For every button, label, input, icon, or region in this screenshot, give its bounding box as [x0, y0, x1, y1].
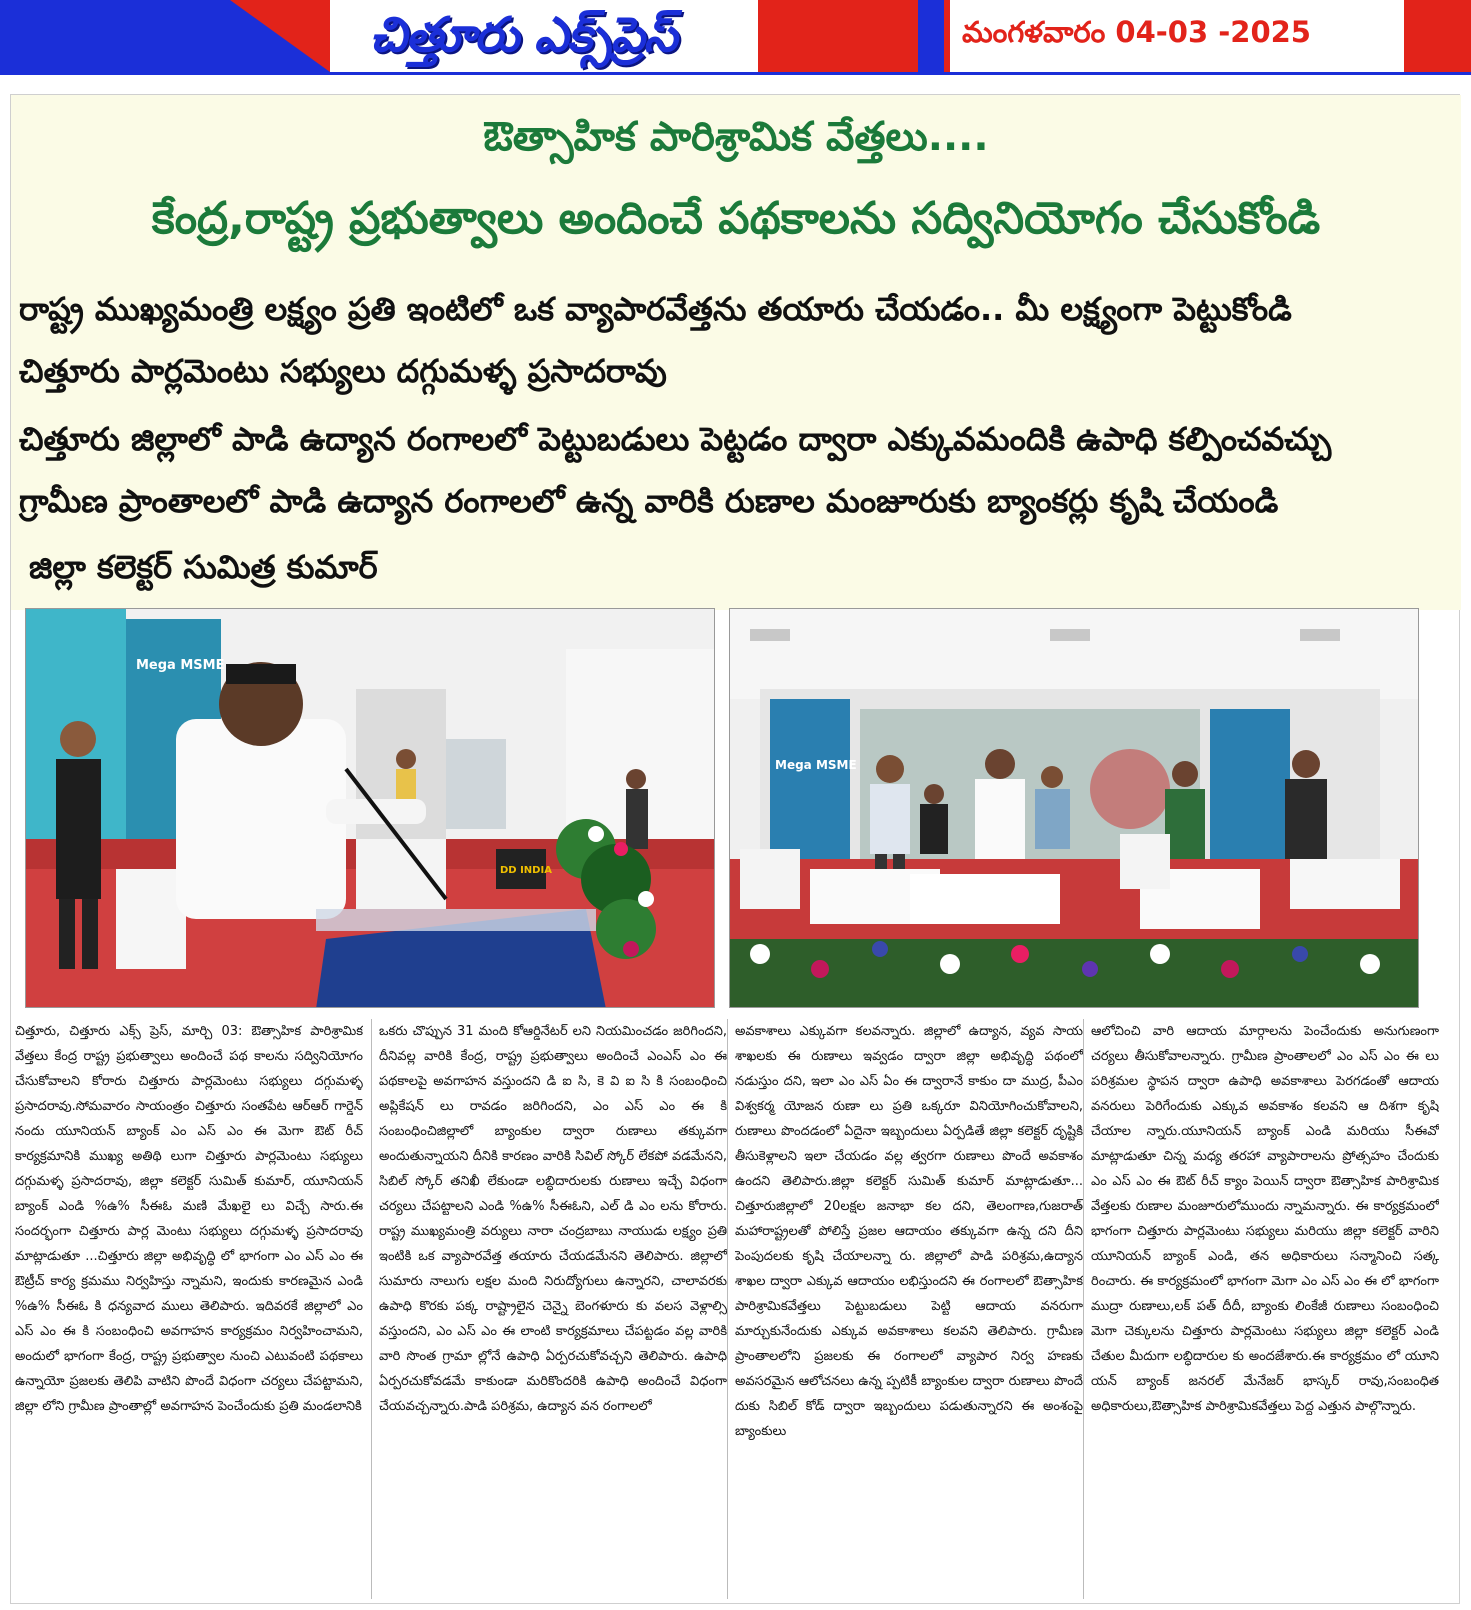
masthead-red-block: [758, 0, 918, 72]
photo-stage-illustration: [730, 609, 1419, 1008]
main-headline: కేంద్ర,రాష్ట్ర ప్రభుత్వాలు అందించే పథకాలను సద్వినియోగం చేసుకోండి: [151, 193, 1321, 244]
subheadline: చిత్తూరు జిల్లాలో పాడి ఉద్యాన రంగాలలో పెట్టుబడులు పెట్టడం ద్వారా ఎక్కువమందికి ఉపాధి కల్పించవచ్చు: [19, 420, 1332, 458]
body-column: అవకాశాలు ఎక్కువగా కలవన్నారు. జిల్లాలో ఉద్యాన, వ్యవ సాయ శాఖలకు ఈ రుణాలు ఇవ్వడం ద్వారా జిల్లా అభివృద్ధి పథంలో నడుస్తుం దని, ఇలా ఎం ఎస్ ఏం ఈ ద్వారానే కాకుం దా ముద్ర, పీఎం విశ్వకర్మ యోజన రుణా లు ప్రతి ఒక్కరూ వినియోగించుకోవాలని, రుణాలు పొందడంలో ఏదైనా ఇబ్బందులు ఏర్పడితే జిల్లా కలెక్టర్ దృష్టికి తీసుకెళ్లాలని ఇలా చేయడం వల్ల త్వరగా రుణాలు పొందే అవకాశం ఉందని తెలిపారు.జిల్లా కలెక్టర్ సుమిత్ కుమార్ మాట్లాడుతూ... చిత్తూరుజిల్లాలో 20లక్షల జనాభా కల దని, తెలంగాణ,గుజరాత్ మహారాష్ట్రలతో పోలిస్తే ప్రజల ఆదాయం తక్కువగా ఉన్న దని దీని పెంపుదలకు కృషి చేయాలన్నా రు. జిల్లాలో పాడి పరిశ్రమ,ఉద్యాన శాఖల ద్వారా ఎక్కువ ఆదాయం లభిస్తుందని ఈ రంగాలలో ఔత్సాహిక పారిశ్రామికవేత్తలు పెట్టుబడులు పెట్టి ఆదాయ వనరుగా మార్చుకునేందుకు ఎక్కువ అవకాశాలు కలవని తెలిపారు. గ్రామీణ ప్రాంతాలలోని ప్రజలకు ఈ రంగాలలో వ్యాపార నిర్వ హణకు అవసరమైన ఆలోచనలు ఉన్న ప్పటికీ బ్యాంకుల ద్వారా రుణాలు పొందే దుకు సిబిల్ కోడ్ ద్వారా ఇబ్బందులు పడుతున్నారని ఈ అంశంపై బ్యాంకులు: [735, 1024, 1083, 1439]
body-column: ఒకరు చొప్పున 31 మంది కోఆర్డినేటర్ లని నియమించడం జరిగిందని, దీనివల్ల వారికి కేంద్ర, రాష్ట్ర ప్రభుత్వాలు అందించే ఎంఎస్ ఎం ఈ పథకాలపై అవగాహన వస్తుందని డి ఐ సి, కె వి ఐ సి కి సంబంధించి అప్లికేషన్ లు రావడం జరిగిందని, ఎం ఎస్ ఎం ఈ కి సంబంధించిజిల్లాలో బ్యాంకుల ద్వారా రుణాలు తక్కువగా అందుతున్నాయని దీనికి కారణం వారికి సివిల్ స్కోర్ లేకపో వడమేనని, సిబిల్ స్కోర్ తనిఖీ లేకుండా లబ్ధిదారులకు రుణాలు ఇచ్చే విధంగా చర్యలు చేపట్టాలని ఎండి %ఉ% సీఈఓని, ఎల్ డి ఎం లను కోరారు. రాష్ట్ర ముఖ్యమంత్రి వర్యులు నారా చంద్రబాబు నాయుడు లక్ష్యం ప్రతి ఇంటికి ఒక వ్యాపారవేత్త తయారు చేయడమేనని తెలిపారు. జిల్లాలో సుమారు నాలుగు లక్షల మంది నిరుద్యోగులు ఉన్నారని, చాలావరకు ఉపాధి కొరకు పక్క రాష్ట్రాలైన చెన్నై బెంగళూరు కు వలస వెళ్లాల్సి వస్తుందని, ఎం ఎస్ ఎం ఈ లాంటి కార్యక్రమాలు చేపట్టడం వల్ల వారికి వారి సొంత గ్రామా ల్లోనే ఉపాధి ఏర్పరచుకోవచ్చని తెలిపారు. ఉపాధి ఏర్పరచుకోవడమే కాకుండా మరికొందరికి ఉపాధి అందించే విధంగా చేయవచ్చన్నారు.పాడి పరిశ్రమ, ఉద్యాన వన రంగాలలో: [379, 1024, 727, 1414]
subheadline: గ్రామీణ ప్రాంతాలలో పాడి ఉద్యాన రంగాలలో ఉన్న వారికి రుణాల మంజూరుకు బ్యాంకర్లు కృషి చేయండి: [19, 482, 1279, 520]
kicker-headline: ఔత్సాహిక పారిశ్రామిక వేత్తలు....: [483, 114, 989, 160]
photo-speaker-at-podium: [25, 608, 715, 1008]
masthead-red-right: [1404, 0, 1471, 72]
masthead: [0, 0, 1471, 75]
publication-date: మంగళవారం 04-03 -2025: [962, 15, 1311, 49]
article-body: [15, 1019, 1455, 1599]
column-divider: [727, 1019, 728, 1599]
masthead-red-triangle: [230, 0, 330, 72]
photo-stage-dignitaries: [729, 608, 1419, 1008]
masthead-rule: [0, 72, 1471, 75]
photo-speaker-illustration: [26, 609, 715, 1008]
subheadline: జిల్లా కలెక్టర్ సుమిత్ర కుమార్: [29, 548, 378, 586]
subheadline: రాష్ట్ర ముఖ్యమంత్రి లక్ష్యం ప్రతి ఇంటిలో ఒక వ్యాపారవేత్తను తయారు చేయడం.. మీ లక్ష్యంగా పెట్టుకోండి: [19, 290, 1292, 328]
column-divider: [371, 1019, 372, 1599]
body-column: ఆలోచించి వారి ఆదాయ మార్గాలను పెంచేందుకు అనుగుణంగా చర్యలు తీసుకోవాలన్నారు. గ్రామీణ ప్రాంతాలలో ఎం ఎస్ ఎం ఈ లు పరిశ్రమల స్థాపన ద్వారా ఉపాధి అవకాశాలు పెరగడంతో ఆదాయ వనరులు పెరిగేందుకు ఎక్కువ అవకాశం కలవని ఆ దిశగా కృషి చేయాల న్నారు.యూనియన్ బ్యాంక్ ఎండి మరియు సీఈవో మాట్లాడుతూ చిన్న మధ్య తరహా వ్యాపారాలను ప్రోత్సహం చేందుకు ఎం ఎస్ ఎం ఈ ఔట్ రీచ్ క్యాం పెయిన్ ద్వారా ఔత్సాహిక పారిశ్రామిక వేత్తలకు రుణాల మంజూరులోముందు న్నామన్నారు. ఈ కార్యక్రమంలో భాగంగా చిత్తూరు పార్లమెంటు సభ్యులు మరియు జిల్లా కలెక్టర్ వారిని యూనియన్ బ్యాంక్ ఎండి, తన అధికారులు సన్మానించి సత్క రించారు. ఈ కార్యక్రమంలో భాగంగా మెగా ఎం ఎస్ ఎం ఈ లో భాగంగా ముద్రా రుణాలు,లక్ పత్ దీదీ, బ్యాంకు లింకేజీ రుణాలు సంబంధించి మెగా చెక్కులను చిత్తూరు పార్లమెంటు సభ్యులు జిల్లా కలెక్టర్ ఎండి చేతుల మీదుగా లబ్ధిదారుల కు అందజేశారు.ఈ కార్యక్రమం లో యూని యన్ బ్యాంక్ జనరల్ మేనేజర్ భాస్కర్ రావు,సంబంధిత అధికారులు,ఔత్సాహిక పారిశ్రామికవేత్తలు పెద్ద ఎత్తున పాల్గొన్నారు.: [1091, 1024, 1439, 1414]
column-divider: [1083, 1019, 1084, 1599]
headline-box: [11, 95, 1461, 610]
photo-banner-text: Mega MSME: [136, 658, 225, 673]
masthead-blue-strip: [918, 0, 944, 72]
photo-banner-text: Mega MSME: [775, 758, 857, 772]
article: [10, 94, 1460, 1604]
masthead-gap: [330, 0, 362, 72]
photo-mic-tag: DD INDIA: [500, 865, 552, 876]
body-column: చిత్తూరు, చిత్తూరు ఎక్స్ ప్రెస్, మార్చి 03: ఔత్సాహిక పారిశ్రామిక వేత్తలు కేంద్ర రాష్ట్ర ప్రభుత్వాలు అందించే పథ కాలను సద్వినియోగం చేసుకోవాలని కోరారు చిత్తూరు పార్లమెంటు సభ్యులు దగ్గుమళ్ళ ప్రసాదరావు.సోమవారం సాయంత్రం చిత్తూరు సంతపేట ఆర్ఆర్ గార్డెన్ నందు యూనియన్ బ్యాంక్ ఎం ఎస్ ఎం ఈ మెగా ఔట్ రీచ్ కార్యక్రమానికి ముఖ్య అతిథి లుగా చిత్తూరు పార్లమెంటు సభ్యులు దగ్గుమళ్ళ ప్రసాదరావు, జిల్లా కలెక్టర్ సుమిత్ కుమార్, యూనియన్ బ్యాంక్ ఎండి %ఉ% సీఈఓ మణి మేఖలై లు విచ్చే సారు.ఈ సందర్భంగా చిత్తూరు పార్ల మెంటు సభ్యులు దగ్గుమళ్ళ ప్రసాదరావు మాట్లాడుతూ ...చిత్తూరు జిల్లా అభివృద్ధి లో భాగంగా ఎం ఎస్ ఎం ఈ ఔట్రీచ్ కార్య క్రమము నిర్వహిస్తు న్నామని, ఇందుకు కారణమైన ఎండి %ఉ% సీఈఓ కి ధన్యవాద ములు తెలిపారు. ఇదివరకే జిల్లాలో ఎం ఎస్ ఎం ఈ కి సంబంధించి అవగాహన కార్యక్రమం నిర్వహించామని, అందులో భాగంగా కేంద్ర, రాష్ట్ర ప్రభుత్వాల నుంచి ఎటువంటి పథకాలు ఉన్నాయో ప్రజలకు తెలిపి వాటిని పొందే విధంగా చర్యలు చేపట్టామని, జిల్లా లోని గ్రామీణ ప్రాంతాల్లో అవగాహన పెంచేందుకు ప్రతి మండలానికి: [15, 1024, 363, 1414]
subheadline: చిత్తూరు పార్లమెంటు సభ్యులు దగ్గుమళ్ళ ప్రసాదరావు: [19, 352, 667, 390]
newspaper-name: చిత్తూరు ఎక్స్‌ప్రెస్: [370, 7, 677, 63]
